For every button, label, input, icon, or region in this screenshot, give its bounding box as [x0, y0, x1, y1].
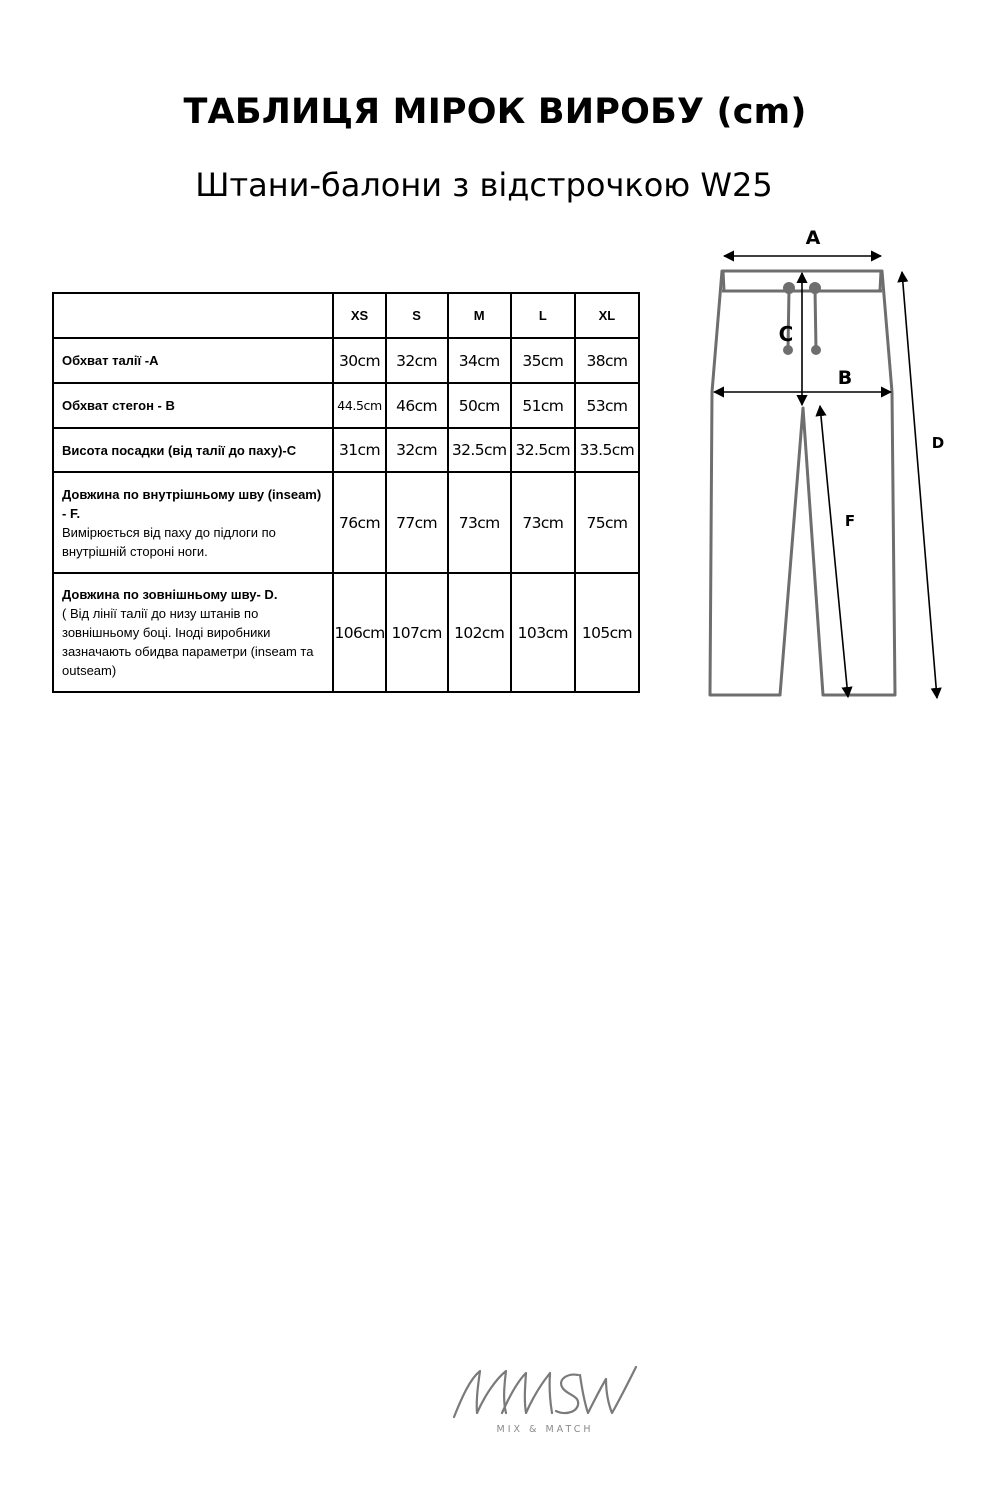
label-a: A: [805, 227, 821, 249]
table-cell: 30cm: [333, 338, 385, 383]
label-f: F: [844, 512, 856, 530]
arrow-d: [902, 272, 937, 698]
table-row: [53, 428, 639, 472]
table-row: [53, 338, 639, 383]
column-header-l: L: [511, 293, 575, 338]
table-cell: 107cm: [386, 573, 448, 692]
row-label-hips: [53, 383, 333, 428]
row-label-outseam: [53, 573, 333, 692]
table-cell: 33.5cm: [575, 428, 639, 472]
row-title: Довжина по внутрішньому шву (inseam) - F.: [62, 486, 322, 521]
table-cell: 46cm: [386, 383, 448, 428]
size-chart-table: [52, 292, 640, 693]
measurement-arrows: [714, 256, 937, 698]
table-row: [53, 573, 639, 692]
label-b: B: [837, 367, 853, 389]
row-note: ( Від лінії талії до низу штанів по зовнішньому боці. Іноді виробники зазначають обидва параметри (inseam та outseam): [62, 606, 314, 678]
page-title: ТАБЛИЦЯ МІРОК ВИРОБУ (cm): [183, 92, 807, 132]
table-cell: 32.5cm: [448, 428, 511, 472]
table-cell: 31cm: [333, 428, 385, 472]
row-title: Висота посадки (від талії до паху)-С: [62, 442, 297, 458]
brand-tagline: MIX & MATCH: [496, 1424, 594, 1435]
table-cell: 77cm: [386, 472, 448, 573]
row-note: Вимірюється від паху до підлоги по внутрішній стороні ноги.: [62, 524, 276, 559]
table-cell: 32cm: [386, 338, 448, 383]
table-cell: 44.5cm: [333, 383, 385, 428]
table-cell: 102cm: [448, 573, 511, 692]
table-cell: 35cm: [511, 338, 575, 383]
arrow-f: [820, 406, 848, 697]
table-row: [53, 383, 639, 428]
table-cell: 73cm: [511, 472, 575, 573]
label-c: C: [778, 322, 794, 346]
table-cell: 32.5cm: [511, 428, 575, 472]
column-header-xs: XS: [333, 293, 385, 338]
table-cell: 103cm: [511, 573, 575, 692]
row-title: Обхват стегон - В: [62, 398, 175, 413]
table-cell: 53cm: [575, 383, 639, 428]
table-header-row: [53, 293, 639, 338]
header-empty-cell: [53, 293, 333, 338]
pants-measurement-diagram: [690, 220, 990, 720]
row-title: Довжина по зовнішньому шву- D.: [62, 587, 278, 602]
row-label-rise: [53, 428, 333, 472]
row-title: Обхват талії -А: [62, 353, 159, 368]
column-header-s: S: [386, 293, 448, 338]
table-cell: 106cm: [333, 573, 385, 692]
label-d: D: [931, 434, 945, 452]
table-cell: 76cm: [333, 472, 385, 573]
column-header-xl: XL: [575, 293, 639, 338]
table-cell: 38cm: [575, 338, 639, 383]
table-cell: 32cm: [386, 428, 448, 472]
table-cell: 105cm: [575, 573, 639, 692]
table-cell: 75cm: [575, 472, 639, 573]
row-label-inseam: [53, 472, 333, 573]
row-label-waist: [53, 338, 333, 383]
column-header-m: M: [448, 293, 511, 338]
table-cell: 51cm: [511, 383, 575, 428]
table-cell: 73cm: [448, 472, 511, 573]
product-subtitle: Штани-балони з відстрочкою W25: [195, 166, 773, 204]
table-row: [53, 472, 639, 573]
table-cell: 50cm: [448, 383, 511, 428]
table-cell: 34cm: [448, 338, 511, 383]
